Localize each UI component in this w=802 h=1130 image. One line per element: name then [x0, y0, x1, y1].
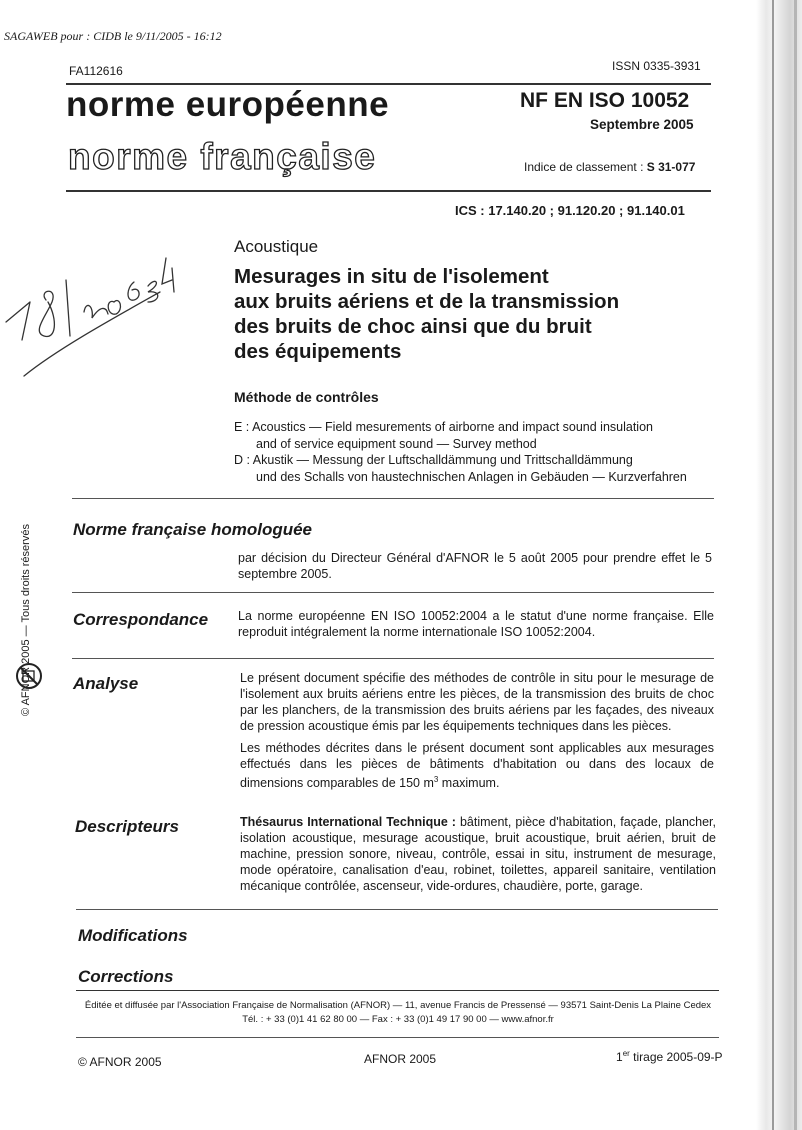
footer-rule [76, 990, 719, 991]
footer-rule [76, 1037, 719, 1038]
handwriting-text: 78 | 10 634 [0, 240, 5, 241]
translation-line: and of service equipment sound — Survey method [256, 436, 537, 451]
subtitle: Méthode de contrôles [234, 389, 379, 405]
homologuee-text: par décision du Directeur Général d'AFNOR le 5 août 2005 pour prendre effet le 5 septembre 2005. [238, 551, 712, 581]
publication-date: Septembre 2005 [590, 117, 694, 132]
translation-german [234, 452, 687, 469]
heading-corrections: Corrections [78, 967, 174, 986]
classification-value: S 31-077 [646, 160, 696, 174]
heading-homologuee: Norme française homologuée [73, 520, 313, 539]
footer-printing [616, 1049, 723, 1064]
heading-descripteurs: Descripteurs [75, 817, 179, 836]
publisher-info [78, 999, 718, 1027]
descripteurs-lead: Thésaurus International Technique : [240, 815, 456, 829]
main-title-line: des bruits de choc ainsi que du bruit [234, 315, 592, 338]
heading-correspondance: Correspondance [73, 610, 209, 629]
copyright-vertical: © AFNOR 2005 — Tous droits réservés [20, 524, 32, 716]
classification-label: Indice de classement : [524, 160, 647, 174]
main-title [234, 264, 619, 364]
scan-edge-line [794, 0, 797, 1130]
heading-modifications: Modifications [78, 926, 188, 945]
translation-line: und des Schalls von haustechnischen Anlagen in Gebäuden — Kurzverfahren [256, 469, 687, 484]
descripteurs-keywords: bâtiment, pièce d'habitation, façade, plancher, isolation acoustique, mesurage acoustique, bruit acoustique, bruit aérien, bruit de machine, pression sonore, niveau, contrôle, essai in situ, instrument de mesurage, mode opératoire, canalisation d'eau, robinet, toilettes, appareil sanitaire, ventilation mécanique contrôlée, ascenseur, vide-ordures, chaudière, porte, garage. [240, 815, 716, 893]
classification-index [524, 160, 695, 174]
scan-edge-line [772, 0, 774, 1130]
analyse-paragraph-2-end: maximum. [438, 776, 500, 791]
fax-stamp: SAGAWEB pour : CIDB le 9/11/2005 - 16:12 [4, 29, 222, 43]
section-rule [72, 658, 714, 659]
main-title-line: aux bruits aériens et de la transmission [234, 290, 620, 313]
section-rule [72, 592, 714, 593]
no-photocopy-icon [14, 661, 44, 691]
printing-sup: er [622, 1049, 630, 1058]
subject: Acoustique [234, 237, 319, 256]
descripteurs-text [240, 814, 716, 894]
ics-codes: ICS : 17.140.20 ; 91.120.20 ; 91.140.01 [455, 203, 685, 218]
footer-copyright: © AFNOR 2005 [78, 1055, 162, 1069]
footer-center: AFNOR 2005 [364, 1052, 437, 1066]
standard-number: NF EN ISO 10052 [520, 89, 690, 112]
printing-number: 1 [616, 1050, 623, 1064]
section-rule [72, 498, 714, 499]
main-title-line: Mesurages in situ de l'isolement [234, 265, 549, 288]
translation-prefix: E : [234, 420, 250, 434]
translations [234, 419, 687, 485]
title-rule [66, 190, 711, 192]
main-title-line: des équipements [234, 340, 402, 363]
handwritten-annotation [0, 240, 200, 390]
reference-code: FA112616 [69, 64, 123, 78]
heading-analyse: Analyse [73, 674, 139, 693]
title-french: norme française [68, 136, 377, 177]
printing-rest: tirage 2005-09-P [629, 1050, 723, 1064]
translation-english [234, 419, 687, 436]
title-european: norme européenne [66, 85, 390, 124]
issn: ISSN 0335-3931 [612, 59, 701, 73]
analyse-paragraph-1: Le présent document spécifie des méthodes de contrôle in situ pour le mesurage de l'isolement aux bruits aériens entre les pièces, de la transmission des bruits de choc par les planchers, de la transmission des bruits aériens par les façades, des niveaux de pression acoustique émis par les équipements techniques dans les pièces. [240, 671, 714, 733]
section-rule [76, 909, 718, 910]
translation-prefix: D : [234, 453, 250, 467]
superscript-3: 3 [433, 775, 439, 784]
publisher-address: Éditée et diffusée par l'Association Française de Normalisation (AFNOR) — 11, avenue Francis de Pressensé — 93571 Saint-Denis La Plaine Cedex [84, 1000, 712, 1011]
analyse-paragraph-2 [240, 740, 714, 791]
analyse-paragraph-2-start: Les méthodes décrites dans le présent document sont applicables aux mesurages effectués dans les pièces de bâtiments d'habitation ou dans des locaux de dimensions comparables de 150 m [240, 741, 714, 791]
translation-line: Acoustics — Field mesurements of airborne and impact sound insulation [252, 420, 653, 434]
publisher-contact: Tél. : + 33 (0)1 41 62 80 00 — Fax : + 33 (0)1 49 17 90 00 — www.afnor.fr [242, 1014, 554, 1025]
correspondance-text: La norme européenne EN ISO 10052:2004 a le statut d'une norme française. Elle reproduit intégralement la norme internationale ISO 10052:2004. [238, 609, 714, 639]
translation-line: Akustik — Messung der Luftschalldämmung und Trittschalldämmung [252, 453, 633, 467]
